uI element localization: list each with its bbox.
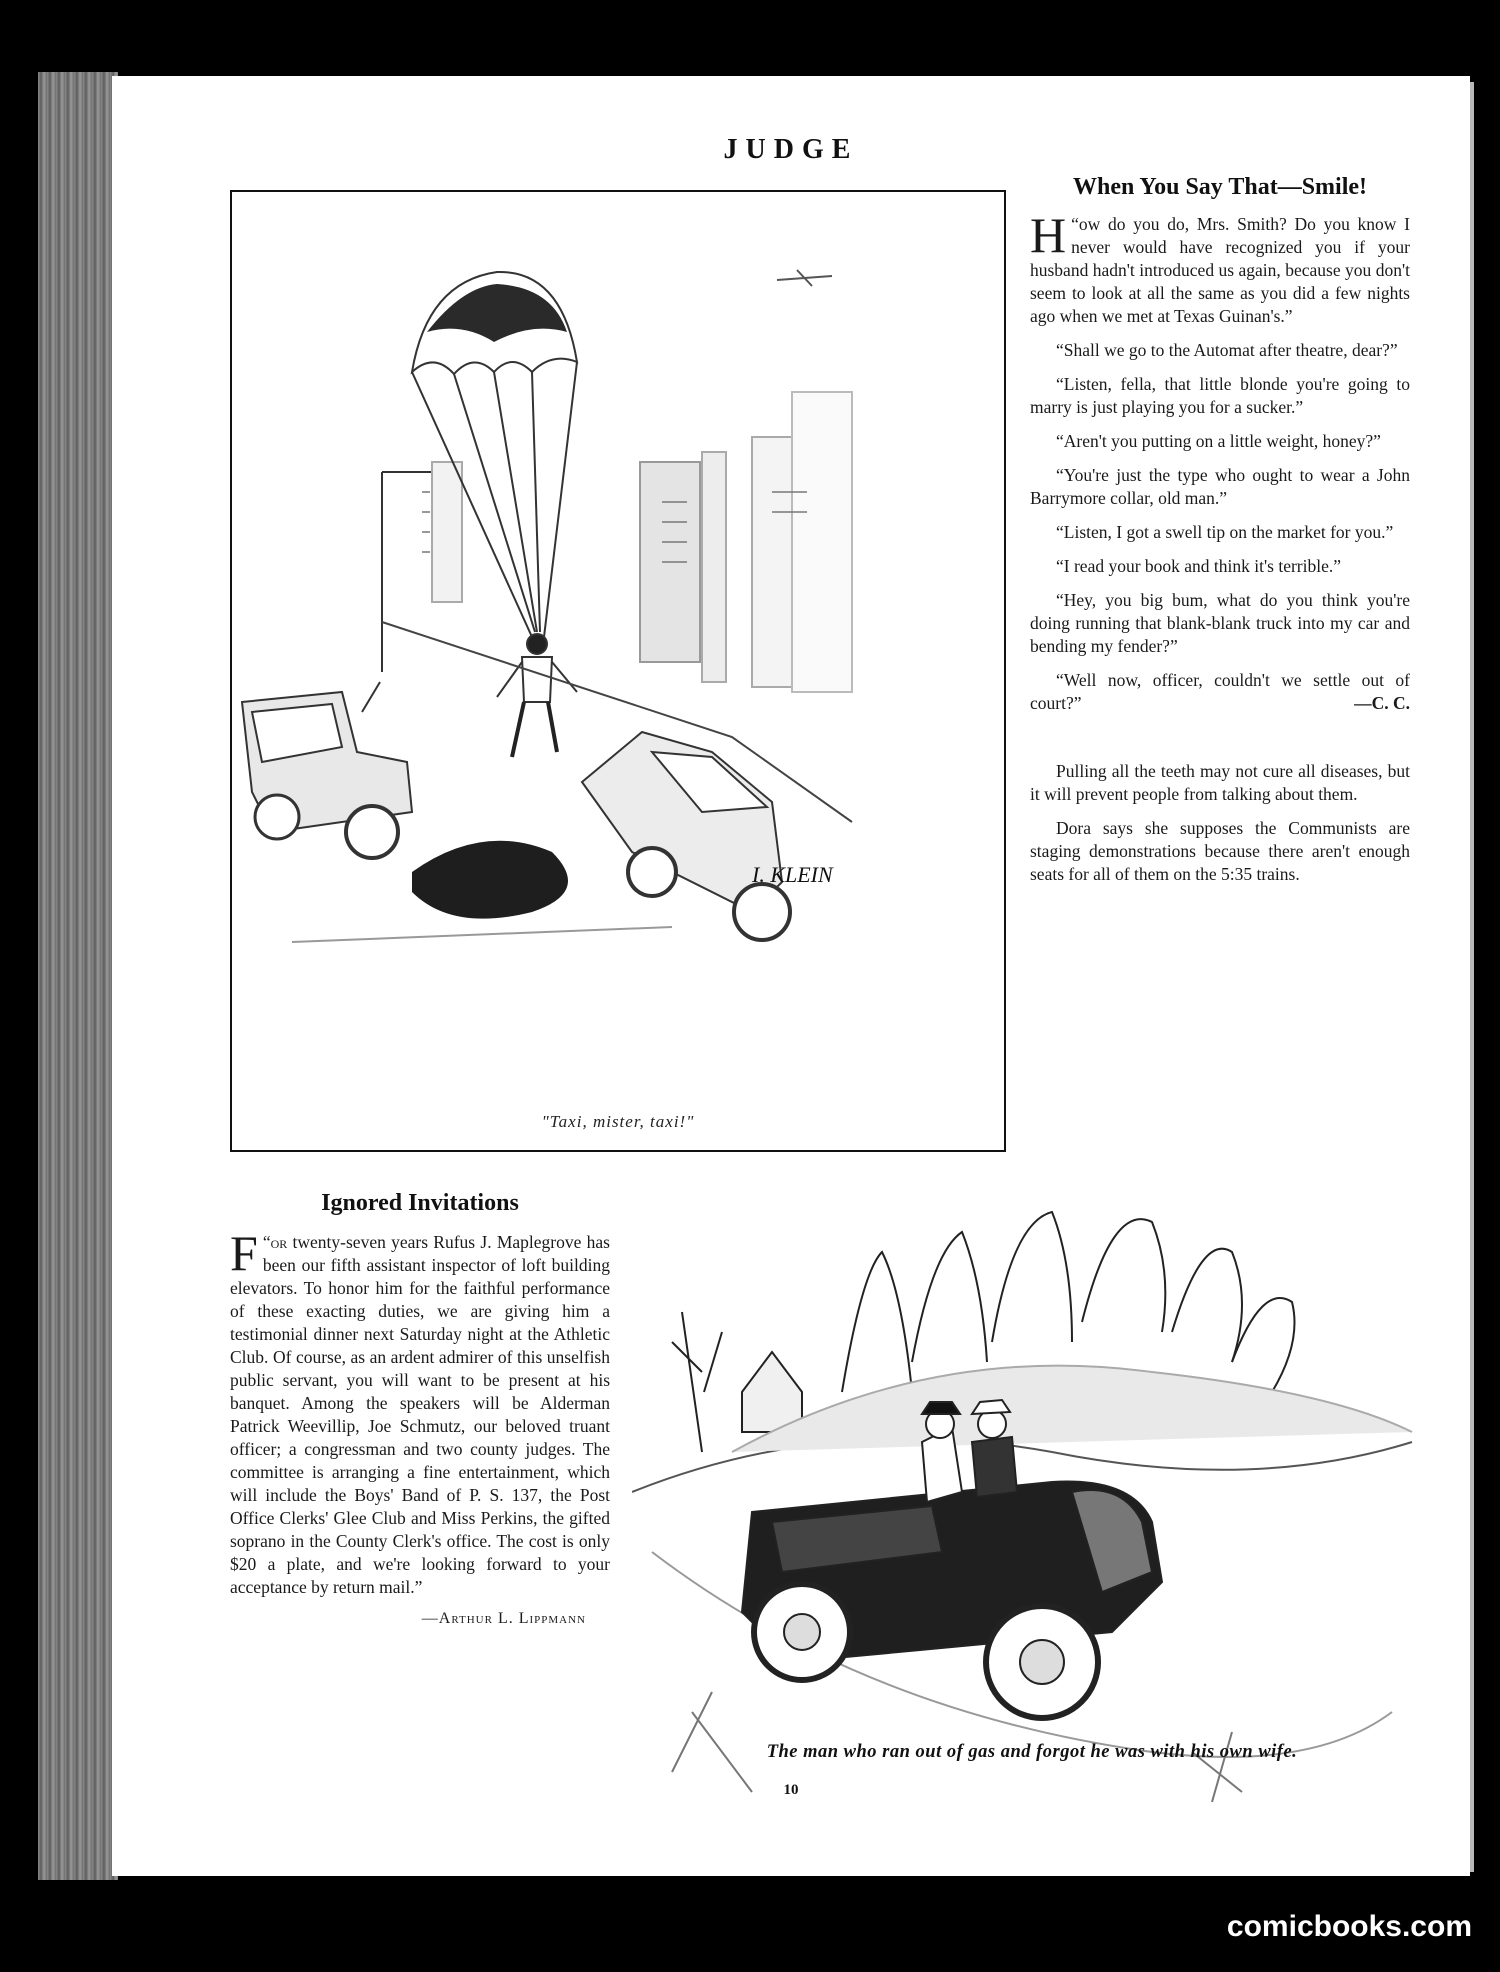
- article-last-paragraph: [1030, 669, 1410, 715]
- dropcap-letter: F: [230, 1225, 258, 1281]
- article-paragraph: “I read your book and think it's terrible.”: [1056, 556, 1342, 576]
- article-title: Ignored Invitations: [321, 1190, 519, 1216]
- car-couple-illustration: [632, 1192, 1432, 1812]
- cartoon-parachute-taxi: [230, 190, 1006, 1152]
- article-paragraph: “Listen, I got a swell tip on the market for you.”: [1056, 522, 1394, 542]
- parachute-illustration: [232, 192, 1004, 1150]
- article-paragraph: “You're just the type who ought to wear a John Barrymore collar, old man.”: [1030, 465, 1410, 508]
- lead-text: ow do you do, Mrs. Smith? Do you know I never would have recognized you if your husband hadn't introduced us again, because you don't seem to look at all the same as you did a few nights ago when we met at Texas Guinan's.”: [1030, 214, 1410, 326]
- dropcap-letter: H: [1030, 207, 1067, 263]
- cartoon-top-caption: "Taxi, mister, taxi!": [541, 1112, 695, 1131]
- book-page-stack: [38, 72, 118, 1880]
- lead-quote-mark: “: [1071, 214, 1079, 234]
- page-header: JUDGE: [723, 134, 859, 165]
- artist-signature: I. KLEIN: [752, 862, 833, 887]
- lead-quote-mark: “: [262, 1232, 271, 1252]
- article-byline: —Arthur L. Lippmann: [421, 1610, 586, 1627]
- article-title: When You Say That—Smile!: [1072, 174, 1368, 200]
- article-paragraph: “Listen, fella, that little blonde you're going to marry is just playing you for a sucker.”: [1030, 374, 1410, 417]
- page-number: 10: [783, 1782, 799, 1798]
- body-text: twenty-seven years Rufus J. Maplegrove has been our fifth assistant inspector of loft building elevators. To honor him for the faithful performance of these exacting duties, we are giving him a testimonial dinner next Saturday night at the Athletic Club. Of course, as an ardent admirer of this unselfish public servant, you will want to be present at his banquet. Among the speakers will be Alderman Patrick Weevillip, Joe Schmutz, our beloved truant officer; a congressman and two county judges. The committee is arranging a fine entertainment, which will include the Boys' Band of P. S. 137, the Post Office Clerks' Glee Club and Miss Perkins, the gifted soprano in the County Clerk's office. The cost is only $20 a plate, and we're looking forward to your acceptance by return mail.”: [230, 1232, 610, 1597]
- article-lead-paragraph: [1030, 207, 1410, 328]
- article-body: [230, 1225, 610, 1599]
- filler-joke: Dora says she supposes the Communists are staging demonstrations because there aren't enough seats for all of them on the 5:35 trains.: [1030, 818, 1410, 884]
- lead-smallcaps: or: [270, 1232, 288, 1252]
- article-when-you-say-that: [1030, 174, 1410, 897]
- article-ignored-invitations: [230, 1190, 610, 1628]
- site-watermark: comicbooks.com: [1226, 1910, 1472, 1943]
- article-paragraph: “Shall we go to the Automat after theatre, dear?”: [1056, 340, 1398, 360]
- last-paragraph-text: “Well now, officer, couldn't we settle out of court?”: [1030, 670, 1410, 713]
- article-signature: —C. C.: [1354, 693, 1410, 713]
- article-paragraph: “Aren't you putting on a little weight, honey?”: [1056, 431, 1381, 451]
- magazine-page: [112, 76, 1470, 1876]
- cartoon-bottom-caption: The man who ran out of gas and forgot he was with his own wife.: [766, 1742, 1298, 1762]
- filler-joke: Pulling all the teeth may not cure all diseases, but it will prevent people from talking about them.: [1030, 761, 1410, 804]
- article-paragraph: “Hey, you big bum, what do you think you're doing running that blank-blank truck into my car and bending my fender?”: [1030, 590, 1410, 656]
